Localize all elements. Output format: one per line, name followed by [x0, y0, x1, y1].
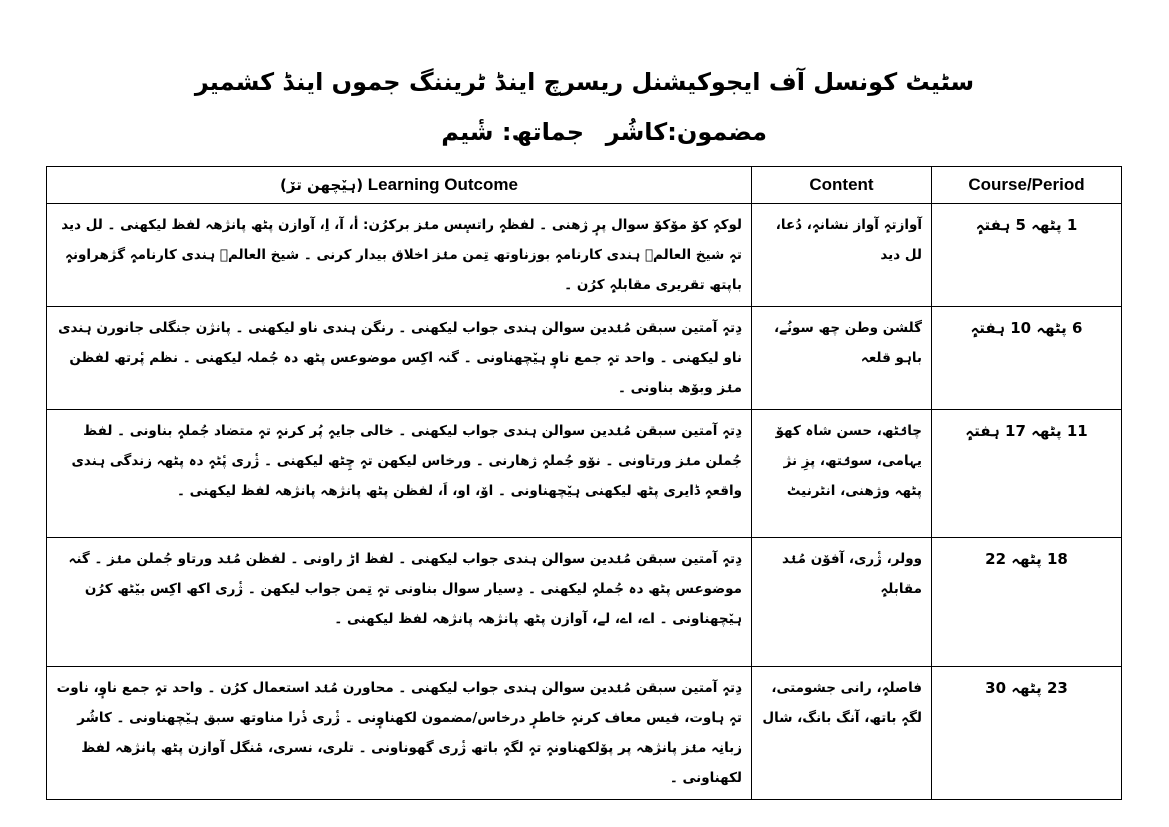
- cell-content: وولر، ژٔری، آفوٚن مُنٛد مقابلہٕ: [752, 538, 932, 667]
- cell-period: 6 پٹھہ 10 ہفتہٕ: [932, 307, 1122, 410]
- header-content: Content: [752, 167, 932, 204]
- table-row: [47, 204, 1122, 307]
- subtitle-line: [0, 118, 1169, 158]
- cell-outcome: دِتہٕ آمتین سبقن مُنٛدین سوالن ہندی جواب لیکھنی ۔ رنگن ہندی ناو لیکھنی ۔ پانژن جنگلی جانورن ہندی ناو لیکھنی ۔ واحد تہٕ جمع ناوٕ ہیٚچھناونی ۔ گنہ اکِس موضوعس پٹھ دہ جُملہ لیکھنی ۔ نظم پٔرتھ لفظن منٛز وبوٚھ بناونی ۔: [47, 307, 752, 410]
- cell-content: فاصلہٕ، رانی جشومتی، لگہٕ باتھ، آنگ بانگ، شال: [752, 667, 932, 800]
- table-header-row: [47, 167, 1122, 204]
- subject-label: مضمون:کاشُر: [605, 118, 767, 146]
- syllabus-table: [46, 166, 1122, 800]
- header-outcome-english: Learning Outcome: [367, 175, 518, 194]
- cell-content: چانٛٹھ، حسن شاہ کھوٚ یہامی، سونٛتھ، پزِ نژ پٹھہ وژھنی، انٹرنیٹ: [752, 410, 932, 538]
- cell-period: 23 پٹھہ 30: [932, 667, 1122, 800]
- grade-label: جماتھ: شٔیم: [441, 118, 584, 146]
- cell-period: 1 پٹھہ 5 ہفتہٕ: [932, 204, 1122, 307]
- cell-outcome: دِتہٕ آمتین سبقن مُنٛدین سوالن ہندی جواب لیکھنی ۔ محاورن مُنٛد استعمال کرُن ۔ واحد تہٕ جمع ناوٕ، ناوت تہٕ ہاوت، فیس معاف کرنہٕ خاطرٕ درخاس/مضمون لکھناوٕنی ۔ ژٔری ذٔرا مناوتھ سبق ہیٚچھناونی ۔ کاشُر زبانِہ منٛز پانژھہ پر پوٚلکھناونہٕ تہٕ لگہٕ باتھ ژٔری گھوناونی ۔ تلری، نسری، مٔنگل آوازن پٹھ پانژھہ لفظ لکھناونی ۔: [47, 667, 752, 800]
- header-learning-outcome: [47, 167, 752, 204]
- cell-outcome: دِتہٕ آمتین سبقن مُنٛدین سوالن ہندی جواب لیکھنی ۔ خالی جایہٕ پُر کرنہٕ تہٕ متضاد جُملہٕ بناونی ۔ لفظ جُملن منٛز ورتاونی ۔ نۆو جُملہٕ ژھارنی ۔ ورخاس لیکھن تہٕ چِٹھ لیکھنی ۔ ژٔری پٔٹہٕ دہ پٹھہ زندگی ہندی واقعہٕ ڈایری پٹھ لیکھنی ہیٚچھناونی ۔ اوٚ، او، اَ، لفظن پٹھ پانژھہ پانژھہ لفظ لیکھنی ۔: [47, 410, 752, 538]
- header-course-period: Course/Period: [932, 167, 1122, 204]
- document-title: سٹیٹ کونسل آف ایجوکیشنل ریسرچ اینڈ ٹریننگ جموں اینڈ کشمیر: [194, 68, 975, 96]
- table-row: [47, 667, 1122, 800]
- cell-outcome: لوکہٕ کوٚ موٚکوٚ سوال پرٕ ژھنی ۔ لفظہٕ راتسٕس منٛز برکرُن: أ، آ، اِ، آوازن پٹھ پانژھہ لفظ لیکھنی ۔ لل دید تہٕ شیخ العالمؒ ہندی کارنامہٕ بوزناوتھ تِمن منٛز اخلاق بیدار کرنی ۔ شیخ العالمؒ ہندی کارنامہٕ گژھراونہٕ باپتھ تقریری مقابلہٕ کرُن ۔: [47, 204, 752, 307]
- cell-content: آوازتہٕ آواز نشانہٕ، دُعا، لل دید: [752, 204, 932, 307]
- table-row: [47, 410, 1122, 538]
- table-row: [47, 307, 1122, 410]
- header-outcome-urdu: (ہیٚچھن ترٚ): [280, 176, 364, 194]
- cell-period: 18 پٹھہ 22: [932, 538, 1122, 667]
- table-row: [47, 538, 1122, 667]
- cell-period: 11 پٹھہ 17 ہفتہٕ: [932, 410, 1122, 538]
- cell-outcome: دِتہٕ آمتین سبقن مُنٛدین سوالن ہندی جواب لیکھنی ۔ لفظ اڑ راونی ۔ لفظن مُنٛد ورتاو جُملن منٛز ۔ گنہ موضوعس پٹھ دہ جُملہٕ لیکھنی ۔ دِسیار سوال بناونی تہٕ تِمن جواب لیکھن ۔ ژٔری اکھ اکِس بیٚٹھ کرُن ہیٚچھناونی ۔ اے، اے، لے، آوازن پٹھ پانژھہ پانژھہ لفظ لیکھنی ۔: [47, 538, 752, 667]
- cell-content: گلشن وطن چھ سونُے، باہو قلعہ: [752, 307, 932, 410]
